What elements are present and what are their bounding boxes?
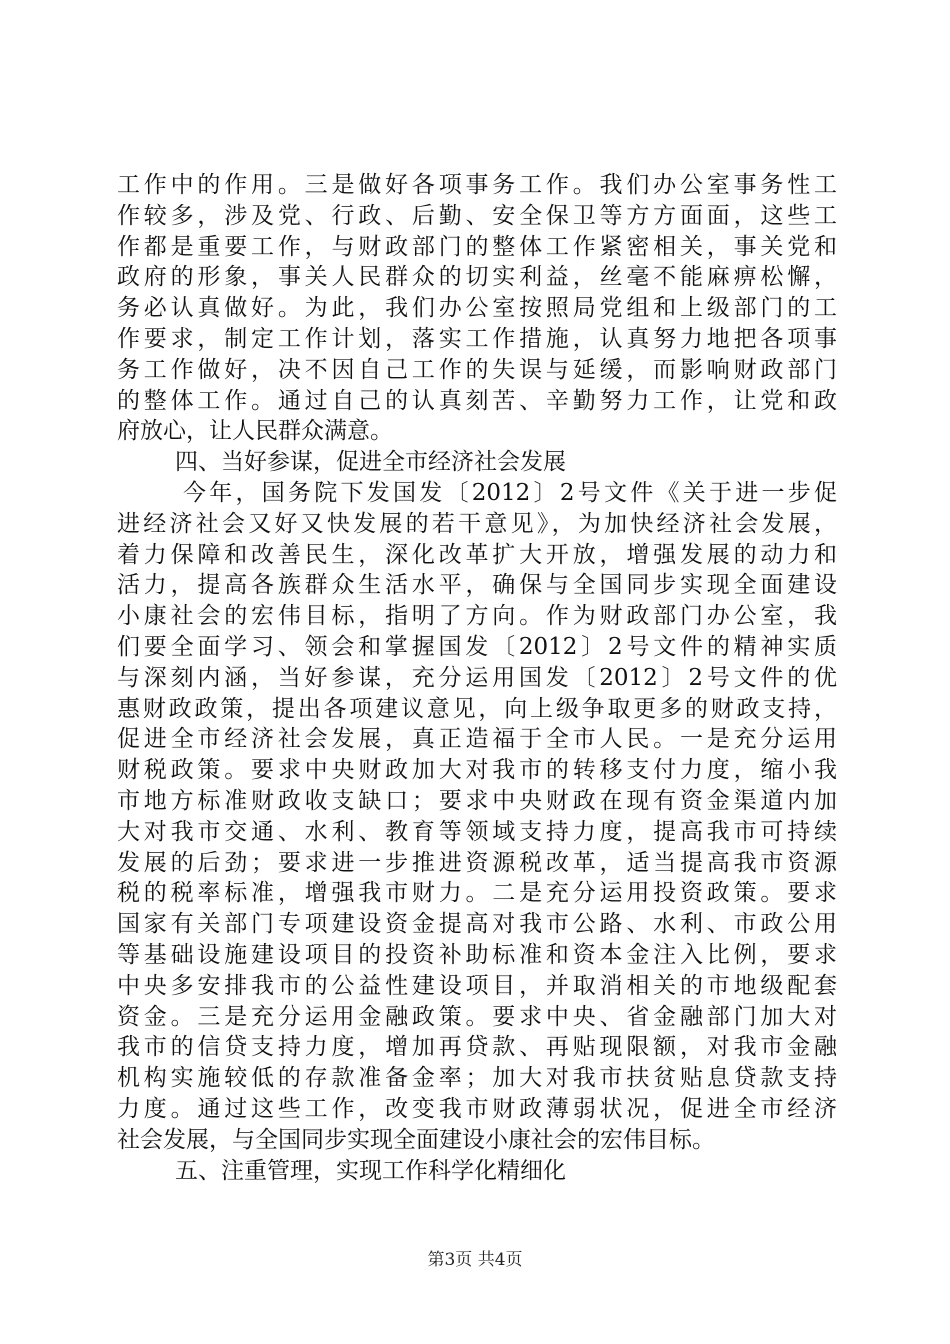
text-line: 政府的形象，事关人民群众的切实利益，丝毫不能麻痹松懈， (117, 264, 837, 291)
text-line: 务工作做好，决不因自己工作的失误与延缓，而影响财政部门 (117, 356, 837, 383)
text-line: 促进全市经济社会发展，真正造福于全市人民。一是充分运用 (117, 726, 837, 753)
text-line: 与深刻内涵，当好参谋，充分运用国发〔2012〕2号文件的优 (117, 664, 837, 691)
text-line: 财税政策。要求中央财政加大对我市的转移支付力度，缩小我 (117, 757, 837, 784)
text-line: 务必认真做好。为此，我们办公室按照局党组和上级部门的工 (117, 295, 837, 322)
text-line: 国家有关部门专项建设资金提高对我市公路、水利、市政公用 (117, 911, 837, 938)
text-line: 力度。通过这些工作，改变我市财政薄弱状况，促进全市经济 (117, 1095, 837, 1122)
text-line: 我市的信贷支持力度，增加再贷款、再贴现限额，对我市金融 (117, 1034, 837, 1061)
text-line: 今年，国务院下发国发〔2012〕2号文件《关于进一步促 (183, 479, 837, 506)
text-line: 着力保障和改善民生，深化改革扩大开放，增强发展的动力和 (117, 541, 837, 568)
text-line: 社会发展，与全国同步实现全面建设小康社会的宏伟目标。 (117, 1126, 715, 1153)
text-line: 五、注重管理，实现工作科学化精细化 (175, 1157, 566, 1184)
document-body (117, 170, 837, 1186)
text-line: 资金。三是充分运用金融政策。要求中央、省金融部门加大对 (117, 1003, 837, 1030)
text-line: 府放心，让人民群众满意。 (117, 418, 393, 445)
text-line: 市地方标准财政收支缺口；要求中央财政在现有资金渠道内加 (117, 787, 837, 814)
text-line: 税的税率标准，增强我市财力。二是充分运用投资政策。要求 (117, 880, 837, 907)
text-line: 大对我市交通、水利、教育等领域支持力度，提高我市可持续 (117, 818, 837, 845)
text-line: 等基础设施建设项目的投资补助标准和资本金注入比例，要求 (117, 941, 837, 968)
text-line: 发展的后劲；要求进一步推进资源税改革，适当提高我市资源 (117, 849, 837, 876)
text-line: 作较多，涉及党、行政、后勤、安全保卫等方方面面，这些工 (117, 202, 837, 229)
text-line: 小康社会的宏伟目标，指明了方向。作为财政部门办公室，我 (117, 603, 837, 630)
text-line: 作都是重要工作，与财政部门的整体工作紧密相关，事关党和 (117, 233, 837, 260)
text-line: 活力，提高各族群众生活水平，确保与全国同步实现全面建设 (117, 572, 837, 599)
text-line: 中央多安排我市的公益性建设项目，并取消相关的市地级配套 (117, 972, 837, 999)
text-line: 机构实施较低的存款准备金率；加大对我市扶贫贴息贷款支持 (117, 1065, 837, 1092)
text-line: 的整体工作。通过自己的认真刻苦、辛勤努力工作，让党和政 (117, 387, 837, 414)
text-line: 惠财政政策，提出各项建议意见，向上级争取更多的财政支持， (117, 695, 837, 722)
text-line: 工作中的作用。三是做好各项事务工作。我们办公室事务性工 (117, 172, 837, 198)
text-line: 进经济社会又好又快发展的若干意见》，为加快经济社会发展， (117, 510, 837, 537)
text-line: 作要求，制定工作计划，落实工作措施，认真努力地把各项事 (117, 325, 837, 352)
text-line: 们要全面学习、领会和掌握国发〔2012〕2号文件的精神实质 (117, 633, 837, 660)
page-footer: 第3页 共4页 (427, 1250, 523, 1270)
text-line: 四、当好参谋，促进全市经济社会发展 (175, 449, 566, 476)
